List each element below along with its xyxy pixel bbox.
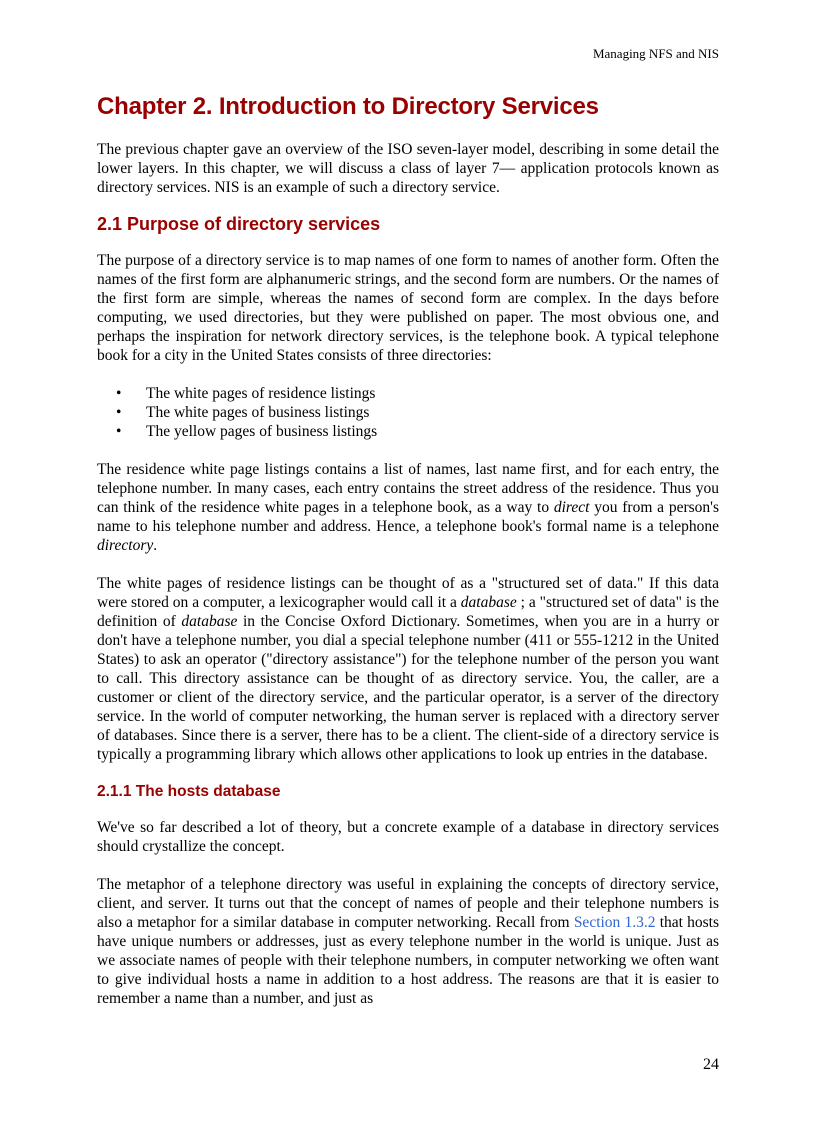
emphasis-direct: direct <box>553 499 590 516</box>
paragraph-purpose: The purpose of a directory service is to map names of one form to names of another form. Often the names of the first form are alphanumeric strings, and the second form are numbers. Or the names of the first form are simple, whereas the names of second form are complex. In the days before computing, we used directories, but they were published on paper. The most obvious one, and perhaps the inspiration for network directory services, is the telephone book. A typical telephone book for a city in the United States consists of three directories: <box>97 252 719 364</box>
page-number: 24 <box>703 1056 719 1073</box>
paragraph-residence-listings: The residence white page listings contains a list of names, last name first, and for each entry, the telephone number. In many cases, each entry contains the street address of the residence. Thus you can think of the residence white pages in a telephone book, as a way to direct you from a person's name to his telephone number and address. Hence, a telephone book's formal name is a telephone directory. <box>97 461 719 554</box>
emphasis-directory: directory <box>97 537 154 554</box>
list-item: • The white pages of residence listings <box>146 384 719 403</box>
list-item: • The yellow pages of business listings <box>146 422 719 441</box>
section-heading-2-1-1: 2.1.1 The hosts database <box>97 783 281 800</box>
list-item: • The white pages of business listings <box>146 403 719 422</box>
paragraph-structured-data: The white pages of residence listings can be thought of as a "structured set of data." If this data were stored on a computer, a lexicographer would call it a database ; a "structured set of data" is the definition of database in the Concise Oxford Dictionary. Sometimes, when you are in a hurry or don't have a telephone number, you dial a special telephone number (411 or 555-1212 in the United States) to ask an operator ("directory assistance") for the telephone number of the person you want to call. This directory assistance can be thought of as directory service. You, the caller, are a customer or client of the directory service, and the particular operator, is a server of the directory service. In the world of computer networking, the human server is replaced with a directory server of databases. Since there is a server, there has to be a client. The client-side of a directory service is typically a programming library which allows other applications to look up entries in the database. <box>97 575 719 763</box>
page-content <box>97 91 719 1027</box>
running-header: Managing NFS and NIS <box>592 46 719 61</box>
section-1-3-2-link[interactable]: Section 1.3.2 <box>573 914 656 931</box>
emphasis-database: database <box>460 594 517 611</box>
section-heading-2-1: 2.1 Purpose of directory services <box>97 214 381 234</box>
paragraph-hosts-metaphor: The metaphor of a telephone directory was useful in explaining the concepts of directory service, client, and server. It turns out that the concept of names of people and their telephone numbers is also a metaphor for a similar database in computer networking. Recall from Section 1.3.2 that hosts have unique numbers or addresses, just as every telephone number in the world is unique. Just as we associate names of people with their telephone numbers, in computer networking we often want to give individual hosts a name in addition to a host address. The reasons are that it is easier to remember a name than a number, and just as <box>97 876 719 1007</box>
emphasis-database: database <box>181 613 238 630</box>
intro-paragraph: The previous chapter gave an overview of the ISO seven-layer model, describing in some detail the lower layers. In this chapter, we will discuss a class of layer 7— application protocols known as directory services. NIS is an example of such a directory service. <box>97 141 719 196</box>
directory-list <box>97 384 719 441</box>
paragraph-hosts-intro: We've so far described a lot of theory, but a concrete example of a database in directory services should crystallize the concept. <box>97 819 719 855</box>
chapter-title: Chapter 2. Introduction to Directory Services <box>97 93 599 120</box>
